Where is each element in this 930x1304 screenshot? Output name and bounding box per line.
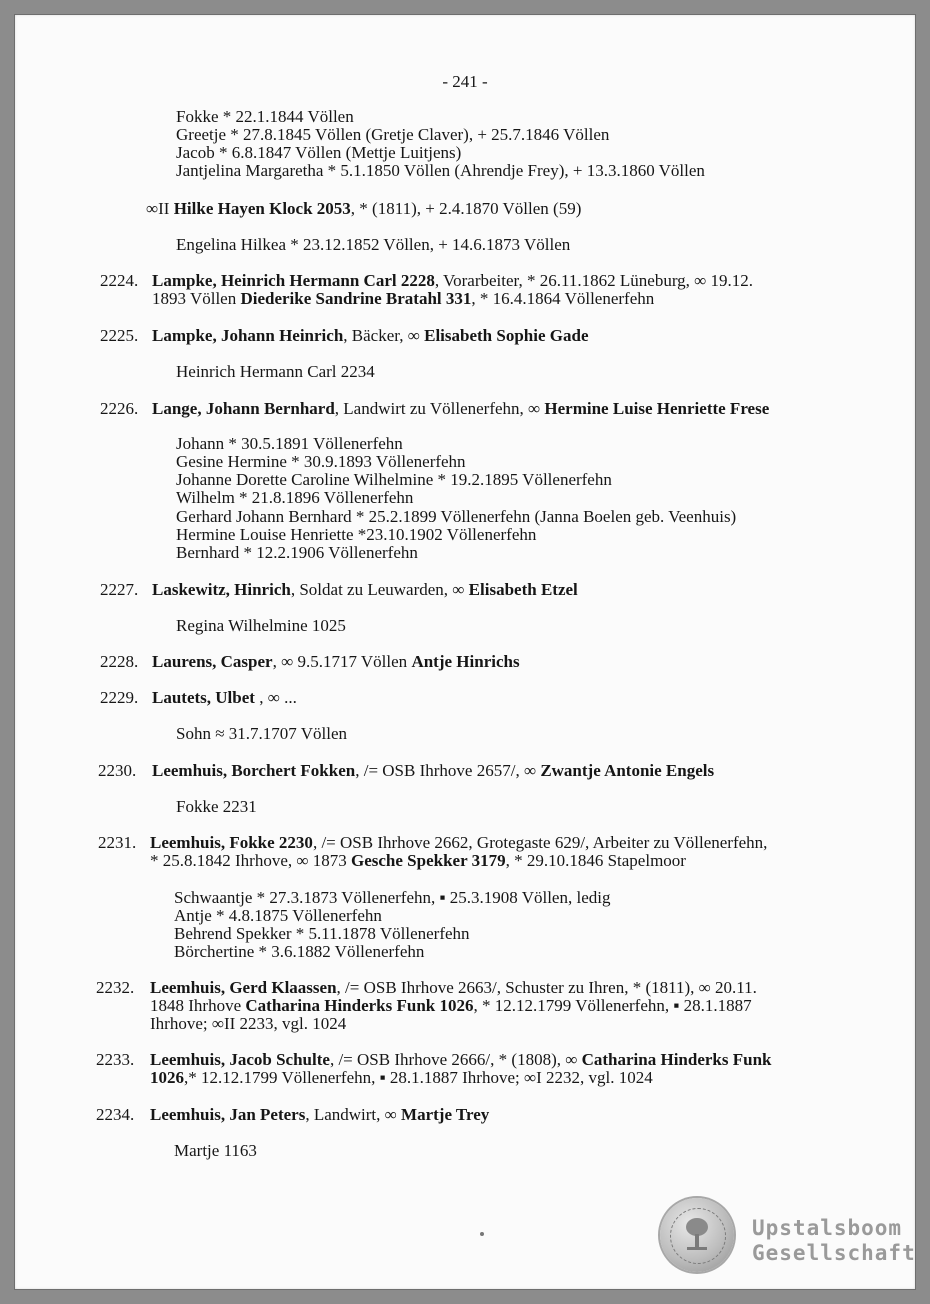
entry-line: Laskewitz, Hinrich, Soldat zu Leuwarden, ∞ Elisabeth Etzel: [152, 580, 578, 599]
page-number: - 241 -: [442, 72, 488, 91]
child-line: Hermine Louise Henriette *23.10.1902 Völlenerfehn: [176, 525, 537, 544]
entry-line: Leemhuis, Borchert Fokken, /= OSB Ihrhove 2657/, ∞ Zwantje Antonie Engels: [152, 761, 715, 780]
entry-line: Lampke, Johann Heinrich, Bäcker, ∞ Elisabeth Sophie Gade: [152, 326, 589, 345]
child-line: Antje * 4.8.1875 Völlenerfehn: [174, 906, 382, 925]
entry-line: Lange, Johann Bernhard, Landwirt zu Völlenerfehn, ∞ Hermine Luise Henriette Frese: [152, 399, 770, 418]
entry-number: 2231.: [98, 833, 137, 852]
entry-line: Laurens, Casper, ∞ 9.5.1717 Völlen Antje Hinrichs: [152, 652, 520, 671]
entry-line: Ihrhove; ∞II 2233, vgl. 1024: [150, 1014, 347, 1033]
entry-number: 2229.: [100, 688, 139, 707]
watermark-line-1: Upstalsboom: [752, 1216, 903, 1240]
child-line: Jacob * 6.8.1847 Völlen (Mettje Luitjens): [176, 143, 462, 162]
child-line: Gerhard Johann Bernhard * 25.2.1899 Völlenerfehn (Janna Boelen geb. Veenhuis): [176, 507, 737, 526]
child-line: Martje 1163: [174, 1141, 257, 1160]
entry-line: Leemhuis, Fokke 2230, /= OSB Ihrhove 2662, Grotegaste 629/, Arbeiter zu Völlenerfehn,: [150, 833, 768, 852]
entry-number: 2228.: [100, 652, 139, 671]
entry-number: 2227.: [100, 580, 139, 599]
entry-line: Leemhuis, Jan Peters, Landwirt, ∞ Martje Trey: [150, 1105, 490, 1124]
entry-line: Leemhuis, Gerd Klaassen, /= OSB Ihrhove 2663/, Schuster zu Ihren, * (1811), ∞ 20.11.: [150, 978, 757, 997]
child-line: Heinrich Hermann Carl 2234: [176, 362, 375, 381]
child-line: Johanne Dorette Caroline Wilhelmine * 19.2.1895 Völlenerfehn: [176, 470, 612, 489]
child-line: Greetje * 27.8.1845 Völlen (Gretje Claver), + 25.7.1846 Völlen: [176, 125, 610, 144]
child-line: Sohn ≈ 31.7.1707 Völlen: [176, 724, 347, 743]
child-line: Behrend Spekker * 5.11.1878 Völlenerfehn: [174, 924, 470, 943]
child-line: Bernhard * 12.2.1906 Völlenerfehn: [176, 543, 418, 562]
entry-number: 2234.: [96, 1105, 135, 1124]
child-line: Fokke * 22.1.1844 Völlen: [176, 107, 354, 126]
child-line: Wilhelm * 21.8.1896 Völlenerfehn: [176, 488, 414, 507]
watermark-line-2: Gesellschaft: [752, 1241, 916, 1265]
entry-number: 2230.: [98, 761, 137, 780]
marriage-line: ∞II Hilke Hayen Klock 2053, * (1811), + 2.4.1870 Völlen (59): [146, 199, 582, 218]
entry-line: Lampke, Heinrich Hermann Carl 2228, Vorarbeiter, * 26.11.1862 Lüneburg, ∞ 19.12.: [152, 271, 754, 290]
entry-number: 2226.: [100, 399, 139, 418]
entry-line: Leemhuis, Jacob Schulte, /= OSB Ihrhove 2666/, * (1808), ∞ Catharina Hinderks Funk: [150, 1050, 772, 1069]
child-line: Gesine Hermine * 30.9.1893 Völlenerfehn: [176, 452, 466, 471]
entry-number: 2224.: [100, 271, 139, 290]
scan-speck: [480, 1232, 484, 1236]
entry-number: 2225.: [100, 326, 139, 345]
entry-line: * 25.8.1842 Ihrhove, ∞ 1873 Gesche Spekker 3179, * 29.10.1846 Stapelmoor: [150, 851, 686, 870]
child-line: Engelina Hilkea * 23.12.1852 Völlen, + 14.6.1873 Völlen: [176, 235, 571, 254]
entry-number: 2232.: [96, 978, 135, 997]
child-line: Börchertine * 3.6.1882 Völlenerfehn: [174, 942, 425, 961]
tree-icon: [684, 1216, 710, 1252]
entry-line: 1848 Ihrhove Catharina Hinderks Funk 1026, * 12.12.1799 Völlenerfehn, ▪ 28.1.1887: [150, 996, 752, 1015]
seal-icon: [660, 1198, 734, 1272]
child-line: Johann * 30.5.1891 Völlenerfehn: [176, 434, 403, 453]
child-line: Jantjelina Margaretha * 5.1.1850 Völlen (Ahrendje Frey), + 13.3.1860 Völlen: [176, 161, 705, 180]
entry-line: 1893 Völlen Diederike Sandrine Bratahl 331, * 16.4.1864 Völlenerfehn: [152, 289, 655, 308]
child-line: Fokke 2231: [176, 797, 257, 816]
entry-line: 1026,* 12.12.1799 Völlenerfehn, ▪ 28.1.1887 Ihrhove; ∞I 2232, vgl. 1024: [150, 1068, 653, 1087]
child-line: Schwaantje * 27.3.1873 Völlenerfehn, ▪ 25.3.1908 Völlen, ledig: [174, 888, 611, 907]
entry-number: 2233.: [96, 1050, 135, 1069]
child-line: Regina Wilhelmine 1025: [176, 616, 346, 635]
entry-line: Lautets, Ulbet , ∞ ...: [152, 688, 297, 707]
